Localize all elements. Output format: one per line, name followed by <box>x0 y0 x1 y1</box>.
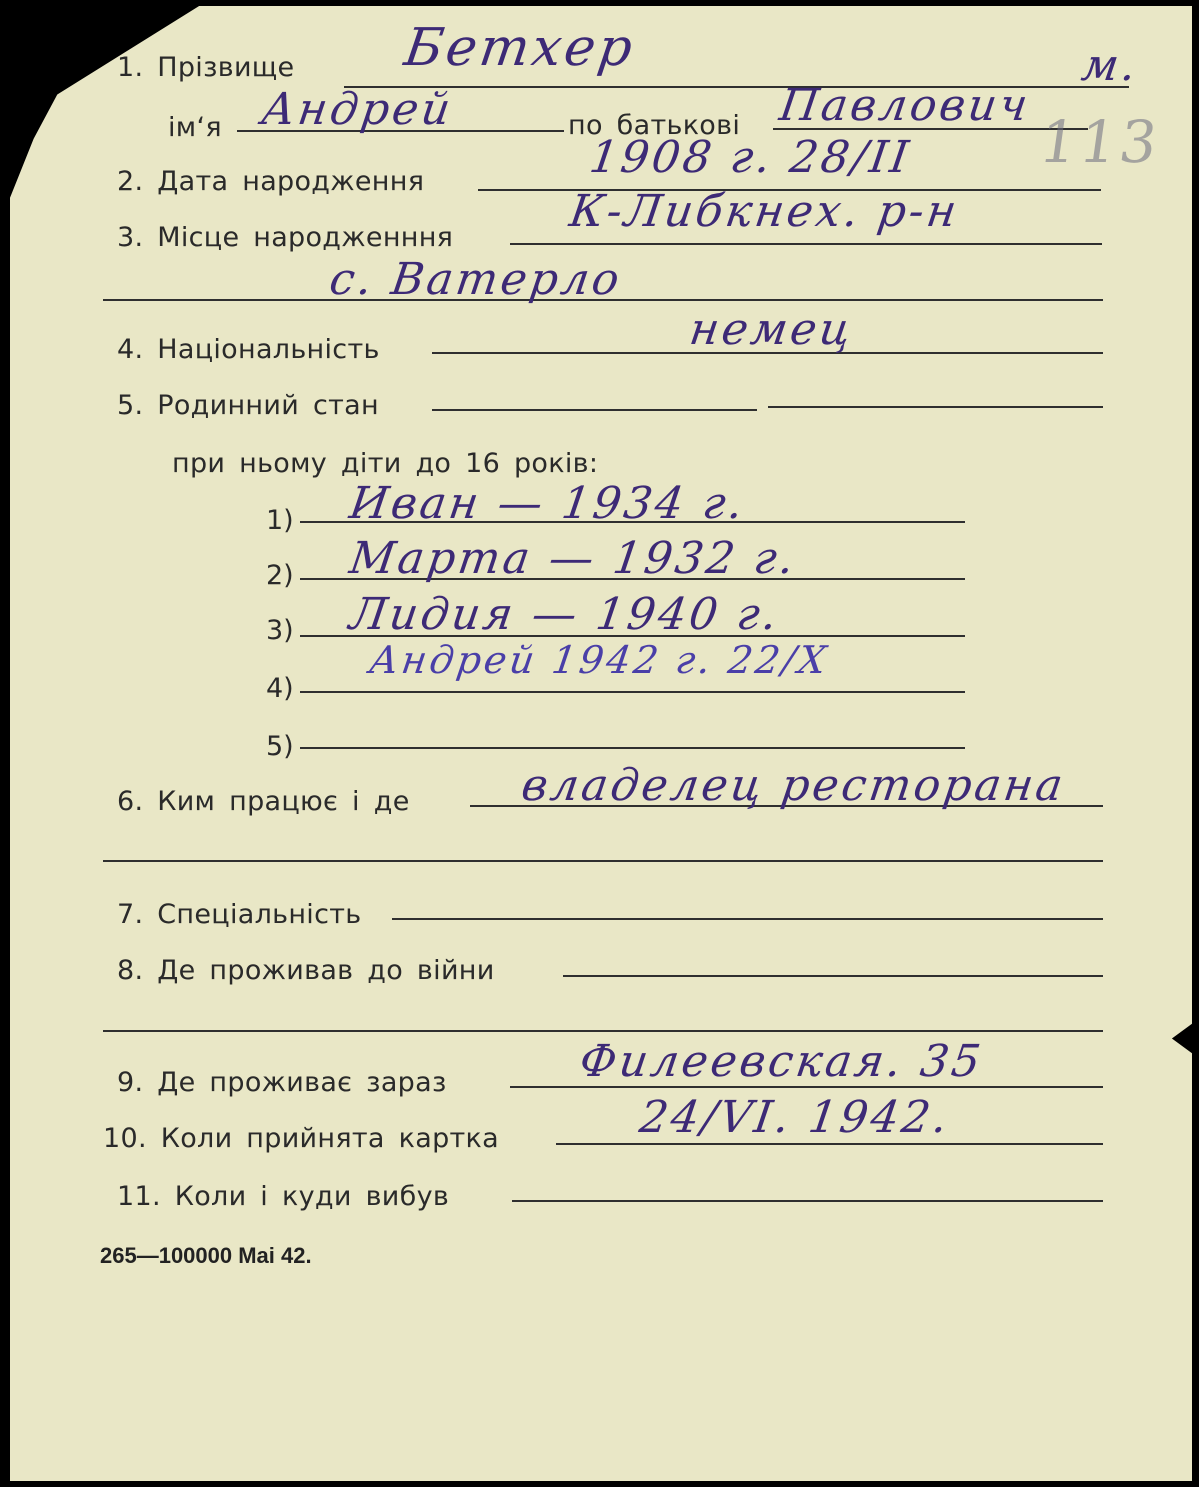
handwritten-current-address: Филеевская. 35 <box>576 1036 987 1087</box>
handwritten-birth-date: 1908 г. 28/II <box>586 132 915 183</box>
card-date-line <box>556 1143 1103 1145</box>
marital-line-a <box>432 409 757 411</box>
departure-line <box>512 1200 1103 1202</box>
nationality-label: 4. Національність <box>117 334 380 365</box>
surname-label: 1. Прізвище <box>117 52 295 83</box>
birth-date-label: 2. Дата народження <box>117 166 425 197</box>
name-label: ім‘я <box>168 112 222 143</box>
current-address-label: 9. Де проживає зараз <box>117 1067 447 1098</box>
prewar-line-2 <box>103 1030 1103 1032</box>
marital-label: 5. Родинний стан <box>117 390 379 421</box>
handwritten-child-4: Андрей 1942 г. 22/X <box>366 638 832 682</box>
handwritten-surname: Бетхер <box>400 18 639 78</box>
child-number-1: 1) <box>266 505 294 536</box>
child-number-5: 5) <box>266 731 294 762</box>
marital-line-b <box>768 406 1103 408</box>
specialty-line <box>392 918 1103 920</box>
card-date-label: 10. Коли прийнята картка <box>103 1123 500 1154</box>
child-line-4 <box>300 691 965 693</box>
handwritten-child-1: Иван — 1934 г. <box>346 478 749 529</box>
handwritten-card-date: 24/VI. 1942. <box>636 1092 954 1143</box>
departure-label: 11. Коли і куди вибув <box>117 1181 450 1212</box>
pencil-number: 113 <box>1035 108 1165 176</box>
patronymic-label: по батькові <box>568 110 741 141</box>
prewar-label: 8. Де проживав до війни <box>117 955 495 986</box>
handwritten-patronymic: Павлович <box>776 80 1034 131</box>
prewar-line <box>563 975 1103 977</box>
children-label: при ньому діти до 16 років: <box>172 448 599 479</box>
work-line-2 <box>103 860 1103 862</box>
handwritten-name: Андрей <box>258 84 457 135</box>
handwritten-birth-place-1: К-Либкнех. р-н <box>566 186 963 237</box>
print-run-footer: 265—100000 Mai 42. <box>100 1243 312 1268</box>
child-number-4: 4) <box>266 673 294 704</box>
handwritten-nationality: немец <box>686 304 857 355</box>
birth-place-label: 3. Місце народженння <box>117 222 454 253</box>
handwritten-birth-place-2: с. Ватерло <box>326 254 626 305</box>
handwritten-child-2: Марта — 1932 г. <box>346 533 801 584</box>
handwritten-work: владелец ресторана <box>518 760 1069 811</box>
handwritten-child-3: Лидия — 1940 г. <box>346 589 784 640</box>
birth-place-line <box>510 243 1102 245</box>
child-line-5 <box>300 747 965 749</box>
handwritten-gender-mark: м. <box>1078 40 1143 91</box>
child-number-2: 2) <box>266 560 294 591</box>
child-number-3: 3) <box>266 615 294 646</box>
work-label: 6. Ким працює і де <box>117 786 410 817</box>
specialty-label: 7. Спеціальність <box>117 899 362 930</box>
